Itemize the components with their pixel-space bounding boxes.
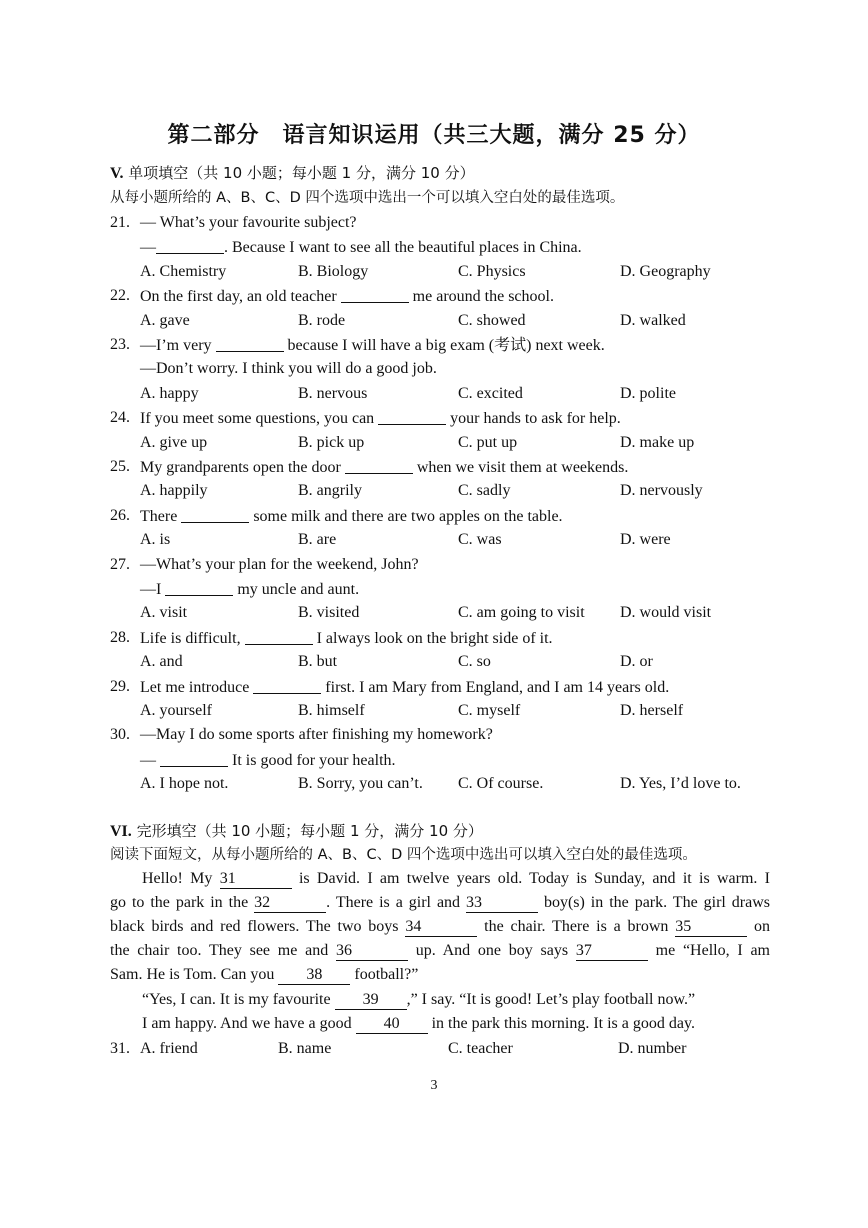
answer-blank[interactable] [216, 335, 284, 352]
cloze-blank-number[interactable]: 39 [335, 991, 407, 1010]
answer-option[interactable]: A. visit [140, 604, 188, 622]
answer-option[interactable]: A. is [140, 531, 171, 549]
answer-option[interactable]: C. Physics [458, 262, 526, 280]
cloze-blank-number[interactable]: 38 [278, 966, 350, 985]
question-text: If you meet some questions, you can [140, 410, 379, 428]
passage-text: me “Hello, I am [647, 942, 770, 959]
question-31-option: D. number [618, 1040, 687, 1057]
answer-option[interactable]: A. I hope not. [140, 775, 229, 793]
answer-option[interactable]: C. showed [458, 311, 526, 329]
answer-option[interactable]: C. was [458, 531, 502, 549]
answer-option[interactable]: A. Chemistry [140, 262, 227, 280]
section-v-title: 单项填空（共 10 小题；每小题 1 分，满分 10 分） [128, 164, 475, 182]
answer-option[interactable]: B. nervous [298, 384, 368, 402]
answer-blank[interactable] [181, 506, 249, 523]
question-text: —I’m very [140, 337, 216, 354]
answer-option[interactable]: B. rode [298, 311, 346, 329]
cloze-blank-number[interactable]: 36 [336, 942, 408, 961]
answer-option[interactable]: B. are [298, 531, 337, 549]
passage-text: up. And one boy says [407, 942, 576, 959]
answer-option[interactable]: D. herself [620, 702, 684, 719]
answer-blank[interactable] [245, 628, 313, 645]
answer-blank[interactable] [253, 677, 321, 694]
cloze-blank-number[interactable]: 40 [356, 1015, 428, 1034]
question-number: 22. [110, 287, 130, 305]
answer-blank[interactable] [378, 408, 446, 425]
question-text: . Because I want to see all the beautiful places in China. [224, 239, 582, 257]
question-31-option: B. name [278, 1040, 332, 1057]
question-stem-line [140, 506, 563, 527]
answer-option[interactable]: A. gave [140, 311, 190, 329]
answer-option[interactable]: C. myself [458, 702, 521, 719]
question-stem-line [140, 725, 493, 745]
question-text: some milk and there are two apples on the table. [249, 507, 563, 525]
passage-text: I am happy. And we have a good [142, 1015, 356, 1032]
passage-text: in the park this morning. It is a good day. [427, 1015, 695, 1032]
question-stem-line [140, 677, 669, 698]
question-number: 23. [110, 336, 130, 353]
answer-option[interactable]: C. Of course. [458, 775, 544, 793]
question-text: first. I am Mary from England, and I am 14 years old. [321, 678, 670, 696]
question-stem-line [140, 286, 554, 307]
question-text: my uncle and aunt. [233, 581, 360, 598]
passage-line [110, 965, 770, 985]
question-stem-line [140, 408, 621, 429]
answer-option[interactable]: D. nervously [620, 482, 703, 500]
question-stem-line [140, 237, 582, 258]
answer-option[interactable]: C. excited [458, 384, 523, 402]
question-text: —May I do some sports after finishing my homework? [140, 726, 493, 744]
answer-option[interactable]: A. yourself [140, 702, 212, 719]
passage-text: Sam. He is Tom. Can you [110, 966, 279, 983]
answer-option[interactable]: D. would visit [620, 604, 712, 622]
part-title: 第二部分 语言知识运用（共三大题，满分 25 分） [167, 123, 701, 148]
passage-text: the chair. There is a brown [477, 918, 676, 935]
question-number: 21. [110, 214, 130, 231]
answer-option[interactable]: D. polite [620, 384, 676, 402]
answer-option[interactable]: B. himself [298, 702, 365, 719]
answer-option[interactable]: A. happily [140, 482, 208, 500]
answer-blank[interactable] [341, 286, 409, 303]
cloze-blank-number[interactable]: 37 [576, 942, 648, 961]
answer-option[interactable]: D. walked [620, 311, 686, 329]
answer-option[interactable]: D. Yes, I’d love to. [620, 775, 741, 793]
question-text: I always look on the bright side of it. [312, 629, 553, 647]
question-31-number: 31. [110, 1040, 130, 1057]
question-stem-line [140, 628, 553, 649]
answer-option[interactable]: D. were [620, 531, 671, 549]
answer-option[interactable]: D. or [620, 653, 653, 671]
question-text: My grandparents open the door [140, 459, 345, 476]
question-text: — [140, 239, 156, 257]
question-stem-line [140, 213, 357, 233]
section-vi-title: 完形填空（共 10 小题；每小题 1 分，满分 10 分） [136, 822, 483, 840]
passage-line [110, 917, 770, 937]
question-number: 26. [110, 506, 130, 524]
question-number: 28. [110, 628, 130, 646]
question-text: your hands to ask for help. [446, 410, 621, 428]
passage-line [110, 941, 770, 961]
passage-text: “Yes, I can. It is my favourite [142, 991, 335, 1008]
section-vi-instruction: 阅读下面短文，从每小题所给的 A、B、C、D 四个选项中选出可以填入空白处的最佳选项。 [110, 847, 697, 863]
answer-option[interactable]: C. so [458, 653, 491, 671]
question-text: On the first day, an old teacher [140, 288, 341, 306]
question-text: —What’s your plan for the weekend, John? [140, 555, 419, 573]
question-number: 29. [110, 677, 130, 695]
answer-option[interactable]: D. Geography [620, 262, 711, 280]
passage-text: ,” I say. “It is good! Let’s play football now.” [406, 991, 696, 1008]
answer-option[interactable]: B. Biology [298, 262, 369, 280]
answer-blank[interactable] [160, 750, 228, 767]
question-stem-line [140, 555, 419, 575]
question-text: because I will have a big exam (考试) next week. [283, 337, 605, 354]
question-31-option: A. friend [140, 1040, 198, 1057]
passage-text: the chair too. They see me and [110, 942, 336, 959]
answer-option[interactable]: C. put up [458, 433, 518, 451]
cloze-blank-number[interactable]: 35 [675, 918, 747, 937]
answer-option[interactable]: B. but [298, 653, 338, 671]
cloze-blank-number[interactable]: 32 [254, 894, 326, 913]
question-text: —Don’t worry. I think you will do a good job. [140, 360, 437, 378]
section-v-number: V. [110, 165, 124, 182]
answer-blank[interactable] [165, 579, 233, 596]
answer-option[interactable]: B. pick up [298, 433, 365, 451]
answer-blank[interactable] [345, 457, 413, 474]
passage-text: . There is a girl and [326, 894, 466, 911]
answer-option[interactable]: B. angrily [298, 482, 362, 500]
section-v-heading [110, 163, 475, 184]
answer-option[interactable]: B. Sorry, you can’t. [298, 775, 423, 793]
question-number: 27. [110, 555, 130, 573]
passage-line [110, 893, 770, 913]
cloze-blank-number[interactable]: 34 [405, 918, 477, 937]
question-number: 24. [110, 409, 130, 427]
answer-option[interactable]: C. am going to visit [458, 604, 585, 622]
question-number: 25. [110, 458, 130, 475]
passage-text: football?” [350, 966, 419, 983]
question-text: There [140, 507, 182, 525]
question-stem-line [140, 579, 359, 600]
passage-text: is David. I am twelve years old. Today is Sunday, and it is warm. I [291, 870, 770, 887]
passage-text: on [747, 918, 770, 935]
question-text: when we visit them at weekends. [412, 459, 629, 476]
answer-option[interactable]: A. and [140, 653, 183, 671]
answer-option[interactable]: D. make up [620, 433, 695, 451]
answer-blank[interactable] [156, 237, 224, 254]
question-text: It is good for your health. [228, 751, 396, 769]
question-stem-line [140, 457, 628, 478]
section-vi-number: VI. [110, 823, 132, 840]
cloze-blank-number[interactable]: 31 [220, 870, 292, 889]
question-text: — [140, 751, 160, 769]
passage-text: boy(s) in the park. The girl draws [538, 894, 771, 911]
question-31-option: C. teacher [448, 1040, 513, 1057]
answer-option[interactable]: A. happy [140, 384, 199, 402]
answer-option[interactable]: B. visited [298, 604, 360, 622]
answer-option[interactable]: A. give up [140, 433, 208, 451]
passage-text: go to the park in the [110, 894, 255, 911]
passage-line [142, 1014, 770, 1034]
question-text: —I [140, 581, 166, 598]
passage-line [142, 990, 770, 1010]
question-stem-line [140, 335, 605, 356]
question-number: 30. [110, 726, 130, 744]
answer-option[interactable]: C. sadly [458, 482, 511, 500]
cloze-blank-number[interactable]: 33 [466, 894, 538, 913]
question-text: — What’s your favourite subject? [140, 214, 357, 231]
question-text: Life is difficult, [140, 629, 245, 647]
section-v-instruction: 从每小题所给的 A、B、C、D 四个选项中选出一个可以填入空白处的最佳选项。 [110, 190, 625, 206]
passage-text: black birds and red flowers. The two boys [110, 918, 406, 935]
passage-text: Hello! My [142, 870, 220, 887]
page-number: 3 [430, 1078, 438, 1093]
question-text: Let me introduce [140, 678, 254, 696]
question-text: me around the school. [408, 288, 554, 306]
question-stem-line [140, 359, 437, 379]
passage-line [142, 869, 770, 889]
section-vi-heading [110, 821, 483, 842]
question-stem-line [140, 750, 396, 771]
